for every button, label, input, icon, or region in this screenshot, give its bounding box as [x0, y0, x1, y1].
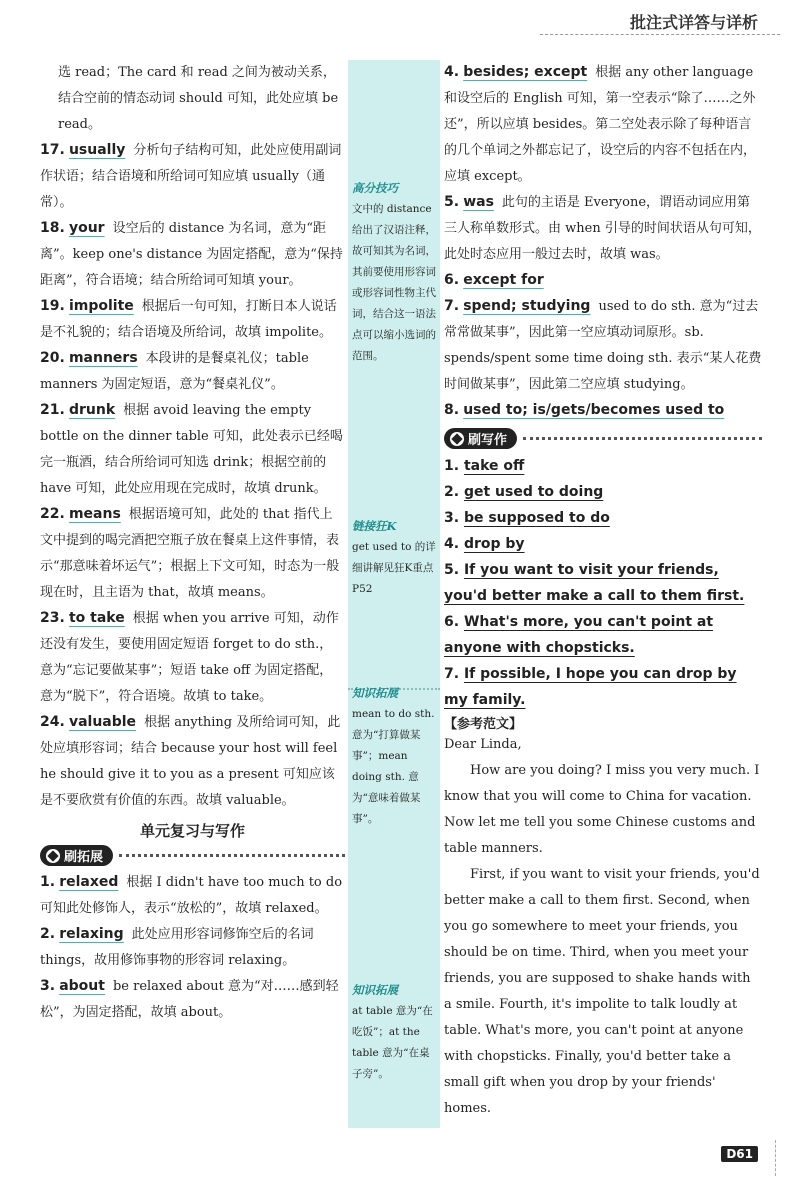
answer-entry — [444, 398, 762, 424]
note-text: at table 意为“在吃饭”；at the table 意为“在桌子旁”。 — [352, 1005, 433, 1080]
answer-key: relaxed — [59, 874, 119, 890]
item-number: 8. — [444, 402, 460, 418]
dotted-rule — [523, 437, 762, 440]
answer-entry — [40, 710, 345, 814]
badge-label: 刷写作 — [468, 433, 508, 448]
note-title: 高分技巧 — [352, 181, 398, 195]
answer-key: about — [59, 978, 105, 994]
item-number: 6. — [444, 614, 460, 630]
answer-entry — [40, 870, 345, 922]
answer-entry — [444, 294, 762, 398]
writing-text: If possible, I hope you can drop by my family. — [444, 666, 737, 708]
answer-key: your — [68, 220, 105, 236]
writing-answer — [444, 505, 762, 531]
margin-note — [352, 980, 438, 1085]
item-number: 23. — [40, 610, 65, 626]
item-number: 1. — [444, 458, 460, 474]
essay — [444, 758, 762, 1122]
item-number: 3. — [40, 978, 56, 994]
writing-text: take off — [463, 458, 525, 474]
item-number: 2. — [40, 926, 56, 942]
reference-title: 【参考范文】 — [444, 717, 523, 732]
item-number: 5. — [444, 562, 460, 578]
explanation: 此处应用形容词修饰空后的名词 things，故用修饰事物的形容词 relaxing。 — [40, 927, 314, 968]
answer-entry — [40, 216, 345, 294]
explanation: be relaxed about 意为“对……感到轻松”，为固定搭配，故填 about。 — [40, 979, 339, 1020]
answer-key: except for — [463, 272, 544, 288]
answer-key: was — [463, 194, 494, 210]
answer-key: valuable — [68, 714, 137, 730]
writing-answer — [444, 531, 762, 557]
item-number: 7. — [444, 298, 460, 314]
item-number: 21. — [40, 402, 65, 418]
answer-key: to take — [68, 610, 125, 626]
item-number: 6. — [444, 272, 460, 288]
dotted-rule — [119, 854, 345, 857]
answer-entry — [40, 974, 345, 1026]
item-number: 2. — [444, 484, 460, 500]
answer-key: usually — [68, 142, 126, 158]
page-number: D61 — [721, 1146, 758, 1162]
answer-entry — [444, 190, 762, 268]
explanation: 根据 anything 及所给词可知，此处应填形容词；结合 because your host will feel he should give it to you as a present 可知应该是不要欣赏有价值的东西。故填 valuable。 — [40, 715, 341, 808]
explanation: 分析句子结构可知，此处应使用副词作状语；结合语境和所给词可知应填 usually（通常）。 — [40, 143, 342, 210]
item-number: 7. — [444, 666, 460, 682]
note-text: mean to do sth. 意为“打算做某事”；mean doing sth. 意为“意味着做某事”。 — [352, 708, 435, 825]
writing-text: be supposed to do — [463, 510, 610, 526]
item-number: 24. — [40, 714, 65, 730]
badge-writing — [444, 428, 762, 449]
explanation: 设空后的 distance 为名词，意为“距离”。keep one's distance 为固定搭配，意为“保持距离”，符合语境；结合所给词可知填 your。 — [40, 221, 343, 288]
writing-text: If you want to visit your friends, you'd better make a call to them first. — [444, 562, 745, 604]
note-title: 链接狂K — [352, 519, 397, 533]
essay-paragraph: How are you doing? I miss you very much. I know that you will come to China for vacation. Now let me tell you some Chinese customs and table manners. — [444, 763, 760, 856]
explanation: 此句的主语是 Everyone，谓语动词应用第三人称单数形式。由 when 引导的时间状语从句可知，此处时态应用一般过去时，故填 was。 — [444, 195, 761, 262]
answer-key: besides; except — [463, 64, 588, 80]
writing-answer — [444, 557, 762, 609]
badge-label: 刷拓展 — [64, 850, 104, 865]
explanation: 根据后一句可知，打断日本人说话是不礼貌的；结合语境及所给词，故填 impolite。 — [40, 299, 337, 340]
page-corner — [775, 1140, 800, 1176]
writing-answer — [444, 479, 762, 505]
answer-key: means — [68, 506, 121, 522]
item-number: 1. — [40, 874, 56, 890]
writing-text: What's more, you can't point at anyone with chopsticks. — [444, 614, 714, 656]
item-number: 4. — [444, 536, 460, 552]
note-text: 文中的 distance 给出了汉语注释，故可知其为名词，其前要使用形容词或形容词性物主代词，结合这一语法点可以缩小选词的范围。 — [352, 203, 436, 362]
explanation: used to do sth. 意为“过去常常做某事”，因此第一空应填动词原形。sb. spends/spent some time doing sth. 表示“某人花费时间做某事”，因此第二空应填 studying。 — [444, 299, 762, 392]
pen-icon — [46, 849, 60, 863]
header-divider — [540, 34, 780, 35]
margin-note — [352, 683, 438, 830]
item-number: 19. — [40, 298, 65, 314]
essay-paragraph: First, if you want to visit your friends, you'd better make a call to them first. Second, when you go somewhere to meet your friends, you should be on time. Third, when you meet your friends, you are supposed to shake hands with a smile. Fourth, it's impolite to talk loudly at table. What's more, you can't point at anyone with chopsticks. Finally, you'd better take a small gift when you drop by your friends' homes. — [444, 867, 760, 1116]
answer-entry — [40, 346, 345, 398]
answer-entry — [40, 922, 345, 974]
writing-answer — [444, 609, 762, 661]
explanation: 根据 I didn't have too much to do 可知此处修饰人，表示“放松的”，故填 relaxed。 — [40, 875, 343, 916]
item-number: 4. — [444, 64, 460, 80]
answer-entry — [40, 606, 345, 710]
writing-answer — [444, 661, 762, 713]
note-text: get used to 的详细讲解见狂K重点 P52 — [352, 541, 436, 595]
answer-key: used to; is/gets/becomes used to — [463, 402, 725, 418]
item-number: 20. — [40, 350, 65, 366]
writing-answer — [444, 453, 762, 479]
answer-entry — [40, 294, 345, 346]
explanation: 根据语境可知，此处的 that 指代上文中提到的喝完酒把空瓶子放在餐桌上这件事情，表示“那意味着坏运气”；根据上下文可知，时态为一般现在时，且主语为 that，故填 means。 — [40, 507, 340, 600]
page-header-title: 批注式详答与详析 — [629, 13, 758, 32]
item-number: 22. — [40, 506, 65, 522]
explanation: 根据 any other language 和设空后的 English 可知，第一空表示“除了……之外还”，所以应填 besides。第二空处表示除了每种语言的几个单词之外都忘记了，设空后的内容不包括在内，应填 except。 — [444, 65, 757, 184]
answer-key: manners — [68, 350, 138, 366]
item-number: 18. — [40, 220, 65, 236]
note-title: 知识拓展 — [352, 686, 398, 700]
margin-note — [352, 516, 438, 600]
item-number: 5. — [444, 194, 460, 210]
left-column — [40, 60, 345, 1026]
answer-key: relaxing — [59, 926, 124, 942]
badge-extension — [40, 845, 345, 866]
answer-key: drunk — [68, 402, 116, 418]
item-number: 3. — [444, 510, 460, 526]
continued-text: 选 read；The card 和 read 之间为被动关系，结合空前的情态动词 should 可知，此处应填 be read。 — [58, 65, 339, 132]
answer-entry — [40, 138, 345, 216]
explanation: 根据 avoid leaving the empty bottle on the dinner table 可知，此处表示已经喝完一瓶酒，结合所给词可知选 drink；根据空前的 have 可知，此处应用现在完成时，故填 drunk。 — [40, 403, 343, 496]
writing-text: get used to doing — [463, 484, 604, 500]
answer-key: spend; studying — [463, 298, 591, 314]
answer-key: impolite — [68, 298, 134, 314]
answer-entry — [40, 398, 345, 502]
section-title: 单元复习与写作 — [139, 822, 245, 840]
margin-note — [352, 178, 438, 367]
pen-icon — [450, 432, 464, 446]
item-number: 17. — [40, 142, 65, 158]
note-title: 知识拓展 — [352, 983, 398, 997]
answer-entry — [444, 60, 762, 190]
explanation: 本段讲的是餐桌礼仪；table manners 为固定短语，意为“餐桌礼仪”。 — [40, 351, 309, 392]
answer-entry — [444, 268, 762, 294]
explanation: 根据 when you arrive 可知，动作还没有发生，要使用固定短语 forget to do sth.，意为“忘记要做某事”；短语 take off 为固定搭配，意为“脱下”，符合语境。故填 to take。 — [40, 611, 339, 704]
writing-text: drop by — [463, 536, 525, 552]
answer-entry — [40, 502, 345, 606]
right-column — [444, 60, 762, 1122]
letter-greeting: Dear Linda, — [444, 737, 522, 752]
